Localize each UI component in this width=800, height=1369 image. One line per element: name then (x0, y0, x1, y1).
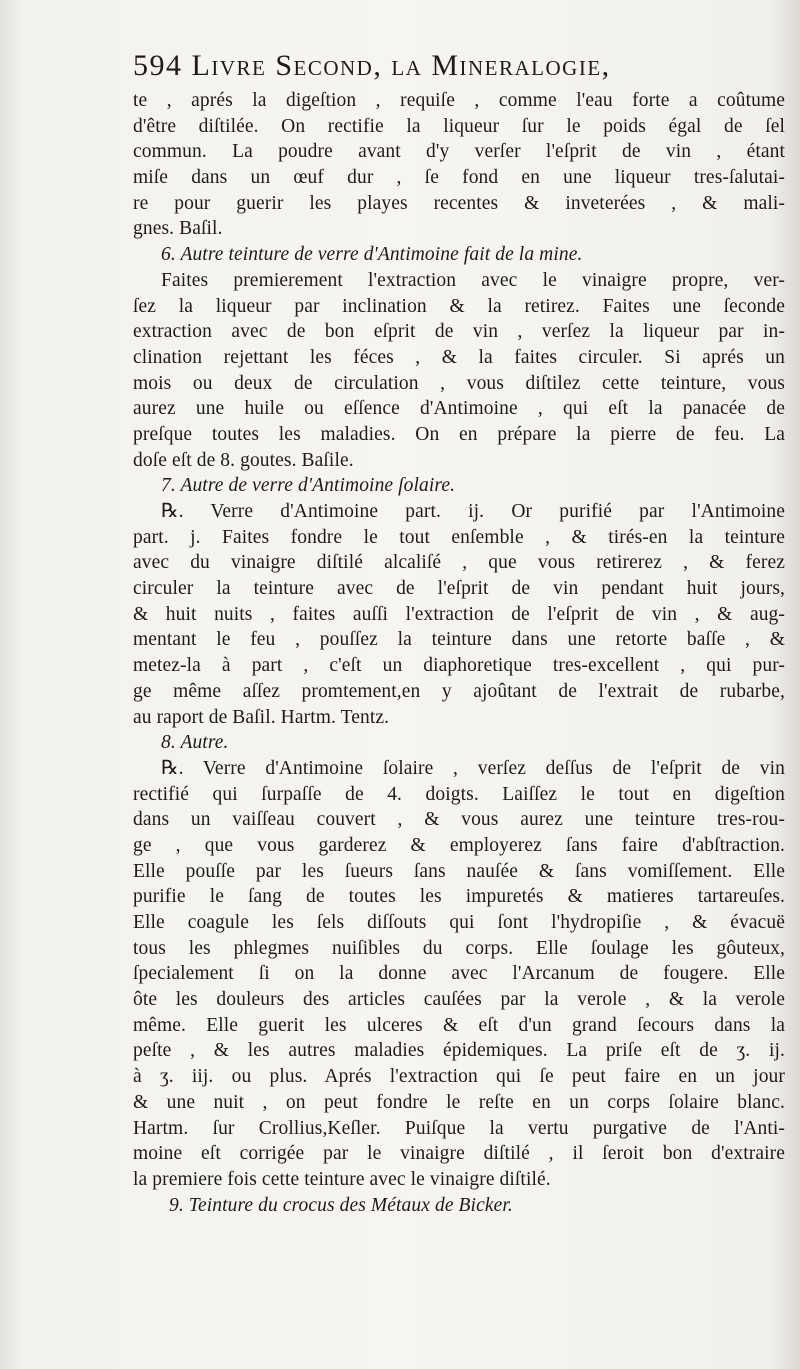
text-line: d'être diſtilée. On rectifie la liqueur ſur le poids égal de ſel (133, 115, 785, 137)
running-title: Livre Second, la Mineralogie, (191, 49, 611, 82)
text-line: circuler la teinture avec de l'eſprit de vin pendant huit jours, (133, 578, 785, 600)
text-line: même. Elle guerit les ulceres & eſt d'un grand ſecours dans la (133, 1014, 785, 1036)
text-line: ge , que vous garderez & employerez ſans faire d'abſtraction. (133, 834, 785, 856)
text-line: Faites premierement l'extraction avec le vinaigre propre, ver- (161, 269, 785, 291)
text-line: à ʒ. iij. ou plus. Aprés l'extraction qui ſe peut faire en un jour (133, 1066, 785, 1088)
text-line: gnes. Baſil. (133, 218, 223, 240)
text-line: Elle coagule les ſels diſſouts qui ſont l'hydropiſie , & évacuë (133, 912, 785, 933)
text-line: ôte les douleurs des articles cauſées par la verole , & la verole (133, 989, 785, 1011)
section-heading: 6. Autre teinture de verre d'Antimoine fait de la mine. (161, 244, 583, 266)
text-line: aurez une huile ou eſſence d'Antimoine , qui eſt la panacée de (133, 398, 785, 420)
text-line: dans un vaiſſeau couvert , & vous aurez une teinture tres-rou- (133, 809, 785, 831)
section-heading: 9. Teinture du crocus des Métaux de Bicker. (169, 1194, 513, 1216)
text-line: doſe eſt de 8. goutes. Baſile. (133, 449, 354, 471)
page-text (133, 46, 785, 1218)
text-line: re pour guerir les playes recentes & inveterées , & mali- (133, 192, 785, 214)
text-line: te , aprés la digeſtion , requiſe , comme l'eau forte a coûtume (133, 90, 785, 111)
text-line: Elle pouſſe par les ſueurs ſans nauſée & ſans vomiſſement. Elle (133, 860, 785, 882)
text-line: & une nuit , on peut fondre le reſte en un corps ſolaire blanc. (133, 1091, 785, 1113)
text-line: extraction avec de bon eſprit de vin , verſez la liqueur par in- (133, 321, 785, 343)
text-line: avec du vinaigre diſtilé alcaliſé , que vous retirerez , & ferez (133, 552, 785, 574)
section-heading: 7. Autre de verre d'Antimoine ſolaire. (161, 475, 456, 497)
text-line: Hartm. ſur Crollius,Keſler. Puiſque la vertu purgative de l'Anti- (133, 1117, 785, 1139)
text-line: commun. La poudre avant d'y verſer l'eſprit de vin , étant (133, 141, 785, 163)
text-line: ſez la liqueur par inclination & la retirez. Faites une ſeconde (133, 295, 785, 317)
text-line: & huit nuits , faites auſſi l'extraction de l'eſprit de vin , & aug- (133, 603, 785, 625)
text-line: miſe dans un œuf dur , ſe fond en une liqueur tres-ſalutai- (133, 167, 785, 189)
text-line: au raport de Baſil. Hartm. Tentz. (133, 706, 390, 728)
page-number: 594 (133, 49, 183, 82)
text-line: tous les phlegmes nuiſibles du corps. Elle ſoulage les gôuteux, (133, 937, 785, 959)
text-line: peſte , & les autres maladies épidemiques. La priſe eſt de ʒ. ij. (133, 1040, 785, 1062)
text-line: moine eſt corrigée par le vinaigre diſtilé , il ſeroit bon d'extraire (133, 1143, 785, 1165)
text-line: rectifié qui ſurpaſſe de 4. doigts. Laiſſez le tout en digeſtion (133, 783, 785, 805)
text-line: metez-la à part , c'eſt un diaphoretique tres-excellent , qui pur- (133, 655, 785, 677)
text-line: purifie le ſang de toutes les impuretés & matieres tartareuſes. (133, 886, 785, 908)
page-header (133, 46, 785, 88)
text-line: clination rejettant les féces , & la faites circuler. Si aprés un (133, 346, 785, 368)
text-line: ſpecialement ſi on la donne avec l'Arcanum de fougere. Elle (133, 963, 785, 985)
text-line: mentant le feu , pouſſez la teinture dans une retorte baſſe , & (133, 629, 785, 651)
text-line: ℞. Verre d'Antimoine ſolaire , verſez deſſus de l'eſprit de vin (161, 757, 785, 779)
text-line: la premiere fois cette teinture avec le vinaigre diſtilé. (133, 1168, 551, 1190)
text-line: mois ou deux de circulation , vous diſtilez cette teinture, vous (133, 372, 785, 394)
text-line: preſque toutes les maladies. On en prépare la pierre de feu. La (133, 423, 785, 445)
text-line: ge même aſſez promtement,en y ajoûtant de l'extrait de rubarbe, (133, 680, 785, 702)
text-line: part. j. Faites fondre le tout enſemble , & tirés-en la teinture (133, 526, 785, 548)
section-heading: 8. Autre. (161, 732, 229, 754)
text-line: ℞. Verre d'Antimoine part. ij. Or purifié par l'Antimoine (161, 501, 785, 522)
